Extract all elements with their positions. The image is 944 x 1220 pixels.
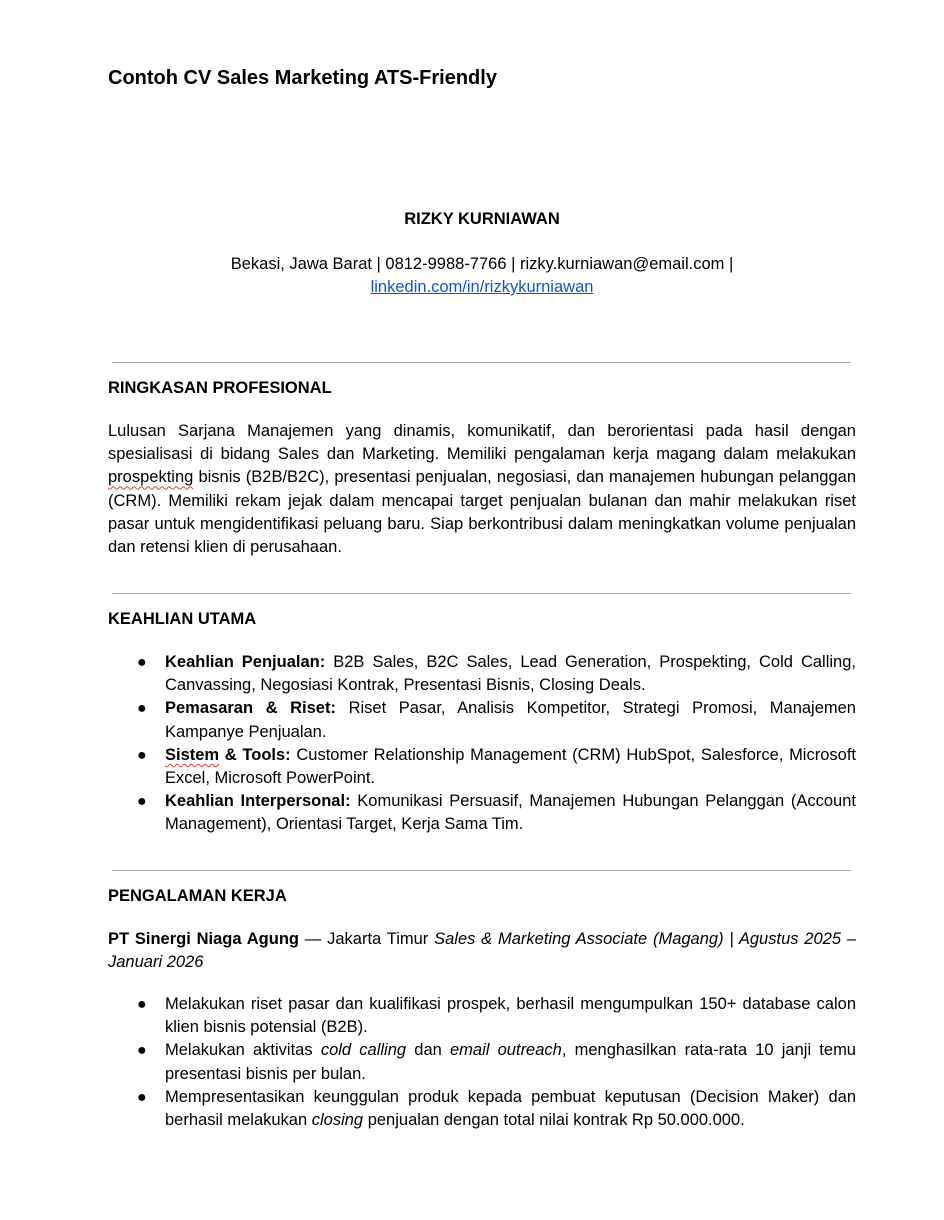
section-divider — [112, 870, 851, 871]
bullet-icon: ● — [137, 746, 147, 764]
achievement-text: Melakukan aktivitas — [165, 1041, 321, 1060]
candidate-name: RIZKY KURNIAWAN — [404, 210, 560, 228]
bullet-icon: ● — [137, 1088, 147, 1106]
skill-label: Keahlian Penjualan: — [165, 653, 326, 671]
contact-line: Bekasi, Jawa Barat | 0812-9988-7766 | rizky.kurniawan@email.com | — [230, 255, 734, 273]
skills-heading: KEAHLIAN UTAMA — [108, 610, 257, 628]
linkedin-link[interactable]: linkedin.com/in/rizkykurniawan — [370, 278, 594, 296]
skill-label — [165, 746, 291, 764]
experience-list — [108, 993, 856, 1132]
job-role-period: Sales & Marketing Associate (Magang) | Agustus 2025 – Januari 2026 — [108, 930, 856, 972]
skill-text: Riset Pasar, Analisis Kompetitor, Strategi Promosi, Manajemen Kampanye Penjualan. — [165, 699, 856, 741]
list-item — [108, 993, 856, 1039]
skill-label: Pemasaran & Riset: — [165, 699, 336, 718]
summary-paragraph — [108, 420, 856, 559]
bullet-icon: ● — [137, 700, 147, 718]
achievement-term: closing — [311, 1111, 364, 1130]
bullet-icon: ● — [137, 793, 147, 811]
list-item — [108, 697, 856, 743]
summary-text-2: bisnis (B2B/B2C), presentasi penjualan, negosiasi, dan manajemen hubungan pelanggan (CRM). Memiliki rekam jejak dalam mencapai target penjualan bulanan dan mahir melakukan riset pasar untuk mengidentifikasi peluang baru. Siap berkontribusi dalam meningkatkan volume penjualan dan retensi klien di perusahaan. — [108, 468, 856, 557]
list-item — [108, 744, 856, 790]
bullet-icon: ● — [137, 654, 147, 671]
achievement-text: dan — [406, 1041, 450, 1060]
skills-list — [108, 651, 856, 837]
achievement-text: , menghasilkan rata-rata 10 janji temu presentasi bisnis per bulan. — [165, 1041, 856, 1083]
list-item — [108, 1039, 856, 1085]
bullet-icon: ● — [137, 1042, 147, 1060]
company-name: PT Sinergi Niaga Agung — [108, 930, 299, 948]
skill-text: B2B Sales, B2C Sales, Lead Generation, Prospekting, Cold Calling, Canvassing, Negosiasi Kontrak, Presentasi Bisnis, Closing Deals. — [165, 653, 856, 695]
skill-label: Keahlian Interpersonal: — [165, 792, 351, 811]
summary-text-1: Lulusan Sarjana Manajemen yang dinamis, komunikatif, dan berorientasi pada hasil dengan spesialisasi di bidang Sales dan Marketing. Memiliki pengalaman kerja magang dalam melakukan — [108, 422, 856, 464]
contact-info — [108, 253, 856, 299]
document-title: Contoh CV Sales Marketing ATS-Friendly — [108, 67, 497, 89]
summary-heading: RINGKASAN PROFESIONAL — [108, 379, 332, 397]
skill-label-rest: & Tools: — [219, 745, 291, 764]
skill-text: Customer Relationship Management (CRM) HubSpot, Salesforce, Microsoft Excel, Microsoft PowerPoint. — [165, 745, 856, 788]
achievement-text: Mempresentasikan keunggulan produk kepada pembuat keputusan (Decision Maker) dan berhasil melakukan — [165, 1087, 856, 1130]
skill-text: Komunikasi Persuasif, Manajemen Hubungan Pelanggan (Account Management), Orientasi Target, Kerja Sama Tim. — [165, 792, 856, 834]
spellcheck-flagged-word[interactable]: prospekting — [108, 468, 194, 487]
section-divider — [112, 362, 851, 363]
achievement-text: Melakukan riset pasar dan kualifikasi prospek, berhasil mengumpulkan 150+ database calon klien bisnis potensial (B2B). — [165, 995, 856, 1037]
list-item — [108, 1086, 856, 1132]
list-item — [108, 651, 856, 697]
section-divider — [112, 593, 851, 594]
spellcheck-flagged-word[interactable]: Sistem — [165, 745, 220, 764]
job-location: — Jakarta Timur — [299, 930, 435, 948]
bullet-icon: ● — [137, 996, 147, 1013]
list-item — [108, 790, 856, 836]
job-header — [108, 928, 856, 974]
achievement-text: penjualan dengan total nilai kontrak Rp 50.000.000. — [363, 1111, 745, 1130]
achievement-term: email outreach — [450, 1041, 562, 1060]
achievement-term: cold calling — [320, 1041, 407, 1060]
experience-heading: PENGALAMAN KERJA — [108, 887, 287, 905]
